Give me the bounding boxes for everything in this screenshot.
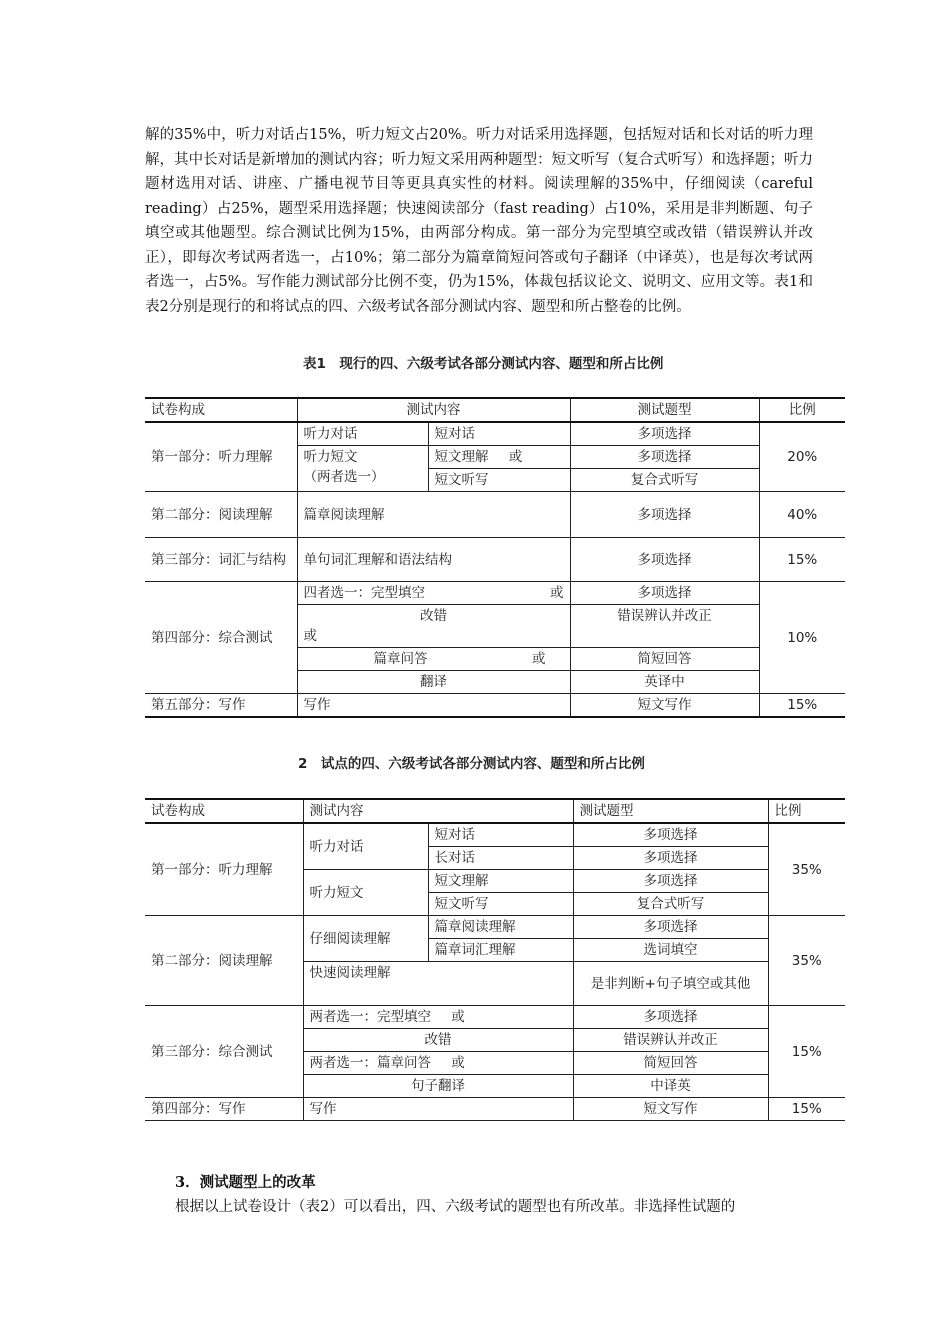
table-cell: 是非判断+句子填空或其他 <box>573 962 768 1006</box>
cell-text: 两者选一：完型填空 <box>309 1009 431 1025</box>
section-cell: 第五部分：写作 <box>145 694 297 718</box>
table-cell: 选词填空 <box>573 939 768 962</box>
section-cell: 第二部分：阅读理解 <box>145 916 303 1006</box>
cell-text: 篇章问答 <box>373 651 428 667</box>
table-cell: 单句词汇理解和语法结构 <box>297 538 570 582</box>
header-cell: 比例 <box>768 799 845 823</box>
table-row <box>145 422 845 446</box>
table-row <box>145 582 845 605</box>
table-header-row <box>145 799 845 823</box>
header-cell: 测试题型 <box>573 799 768 823</box>
table-cell: 多项选择 <box>570 422 759 446</box>
table-cell: 听力对话 <box>297 422 428 446</box>
table-cell: 多项选择 <box>573 823 768 847</box>
table-cell: 篇章阅读理解 <box>297 492 570 538</box>
section-cell: 第四部分：写作 <box>145 1098 303 1121</box>
table-cell: 篇章阅读理解 <box>428 916 573 939</box>
or-text: 或 <box>451 1009 465 1025</box>
table-cell: 短文写作 <box>573 1098 768 1121</box>
table2-caption: 2 试点的四、六级考试各部分测试内容、题型和所占比例 <box>298 756 645 772</box>
table-row <box>145 538 845 582</box>
ratio-cell: 35% <box>768 823 845 916</box>
table-cell: 多项选择 <box>570 538 759 582</box>
table-cell: 短文写作 <box>570 694 759 718</box>
table-cell: 简短回答 <box>573 1052 768 1075</box>
ratio-cell: 15% <box>768 1006 845 1098</box>
table-cell: 多项选择 <box>573 847 768 870</box>
ratio-cell: 15% <box>768 1098 845 1121</box>
cell-line: （两者选一） <box>303 469 385 485</box>
table-cell: 快速阅读理解 <box>303 962 573 1006</box>
cell-text: 两者选一：篇章问答 <box>309 1055 431 1071</box>
table-cell: 多项选择 <box>573 916 768 939</box>
section-cell: 第三部分：词汇与结构 <box>145 538 297 582</box>
table-cell: 复合式听写 <box>570 469 759 492</box>
table-cell: 多项选择 <box>570 492 759 538</box>
or-text: 或 <box>508 449 523 465</box>
table-cell: 句子翻译 <box>303 1075 573 1098</box>
table-row <box>145 916 845 939</box>
section-cell: 第四部分：综合测试 <box>145 582 297 694</box>
table-cell <box>297 446 428 492</box>
table-cell <box>303 1006 573 1029</box>
section-heading: 3．测试题型上的改革 <box>175 1174 316 1191</box>
section-cell: 第二部分：阅读理解 <box>145 492 297 538</box>
cell-text: 短文理解 <box>434 449 489 465</box>
table2 <box>145 798 845 1121</box>
header-cell: 测试内容 <box>297 398 570 422</box>
header-cell: 测试内容 <box>303 799 573 823</box>
section-cell: 第一部分：听力理解 <box>145 823 303 916</box>
or-text: 或 <box>451 1055 465 1071</box>
table-cell: 错误辨认并改正 <box>570 605 759 648</box>
table-cell: 写作 <box>303 1098 573 1121</box>
table-cell: 短文听写 <box>428 893 573 916</box>
table-cell: 简短回答 <box>570 648 759 671</box>
table-cell: 短对话 <box>428 823 573 847</box>
table-cell: 错误辨认并改正 <box>573 1029 768 1052</box>
table-cell: 中译英 <box>573 1075 768 1098</box>
table-cell: 听力短文 <box>303 870 428 916</box>
table-cell: 短文听写 <box>428 469 570 492</box>
table-cell <box>428 446 570 469</box>
table-cell: 英译中 <box>570 671 759 694</box>
cell-line: 听力短文 <box>303 449 358 465</box>
table-row <box>145 492 845 538</box>
table-header-row <box>145 398 845 422</box>
table-cell: 短对话 <box>428 422 570 446</box>
table-cell: 写作 <box>297 694 570 718</box>
ratio-cell: 15% <box>759 538 845 582</box>
table-cell: 多项选择 <box>570 446 759 469</box>
table-cell: 改错 <box>303 1029 573 1052</box>
table-cell <box>303 1052 573 1075</box>
table-row <box>145 823 845 847</box>
or-text: 或 <box>532 651 546 667</box>
ratio-cell: 15% <box>759 694 845 718</box>
or-text: 或 <box>550 585 564 601</box>
body-paragraph: 解的35%中，听力对话占15%，听力短文占20%。听力对话采用选择题，包括短对话和长对话的听力理解，其中长对话是新增加的测试内容；听力短文采用两种题型：短文听写（复合式听写）和选择题；听力题材选用对话、讲座、广播电视节目等更具真实性的材料。阅读理解的35%中，仔细阅读（careful reading）占25%，题型采用选择题；快速阅读部分（fast reading）占10%，采用是非判断题、句子填空或其他题型。综合测试比例为15%，由两部分构成。第一部分为完型填空或改错（错误辨认并改正），即每次考试两者选一，占10%；第二部分为篇章简短问答或句子翻译（中译英），也是每次考试两者选一，占5%。写作能力测试部分比例不变，仍为15%，体裁包括议论文、说明文、应用文等。表1和表2分别是现行的和将试点的四、六级考试各部分测试内容、题型和所占整卷的比例。 <box>145 127 813 315</box>
cell-text: 四者选一：完型填空 <box>303 585 425 601</box>
table-cell: 听力对话 <box>303 823 428 870</box>
table1-caption: 表1 现行的四、六级考试各部分测试内容、题型和所占比例 <box>303 356 664 372</box>
table-cell <box>297 648 570 671</box>
table-cell: 多项选择 <box>570 582 759 605</box>
table-cell <box>297 605 570 648</box>
section-cell: 第一部分：听力理解 <box>145 422 297 492</box>
table-cell: 多项选择 <box>573 1006 768 1029</box>
ratio-cell: 20% <box>759 422 845 492</box>
section-cell: 第三部分：综合测试 <box>145 1006 303 1098</box>
table-cell: 短文理解 <box>428 870 573 893</box>
ratio-cell: 35% <box>768 916 845 1006</box>
header-cell: 试卷构成 <box>145 799 303 823</box>
table-cell: 长对话 <box>428 847 573 870</box>
header-cell: 测试题型 <box>570 398 759 422</box>
cell-line: 或 <box>303 628 317 644</box>
table-cell: 复合式听写 <box>573 893 768 916</box>
body-paragraph: 根据以上试卷设计（表2）可以看出，四、六级考试的题型也有所改革。非选择性试题的 <box>175 1199 736 1215</box>
table-cell <box>297 582 570 605</box>
ratio-cell: 10% <box>759 582 845 694</box>
table-cell: 篇章词汇理解 <box>428 939 573 962</box>
table-row <box>145 694 845 718</box>
table-cell: 仔细阅读理解 <box>303 916 428 962</box>
table-row <box>145 1006 845 1029</box>
cell-line: 改错 <box>420 608 447 624</box>
table1 <box>145 397 845 718</box>
header-cell: 比例 <box>759 398 845 422</box>
header-cell: 试卷构成 <box>145 398 297 422</box>
ratio-cell: 40% <box>759 492 845 538</box>
table-cell: 多项选择 <box>573 870 768 893</box>
table-row <box>145 1098 845 1121</box>
table-cell: 翻译 <box>297 671 570 694</box>
